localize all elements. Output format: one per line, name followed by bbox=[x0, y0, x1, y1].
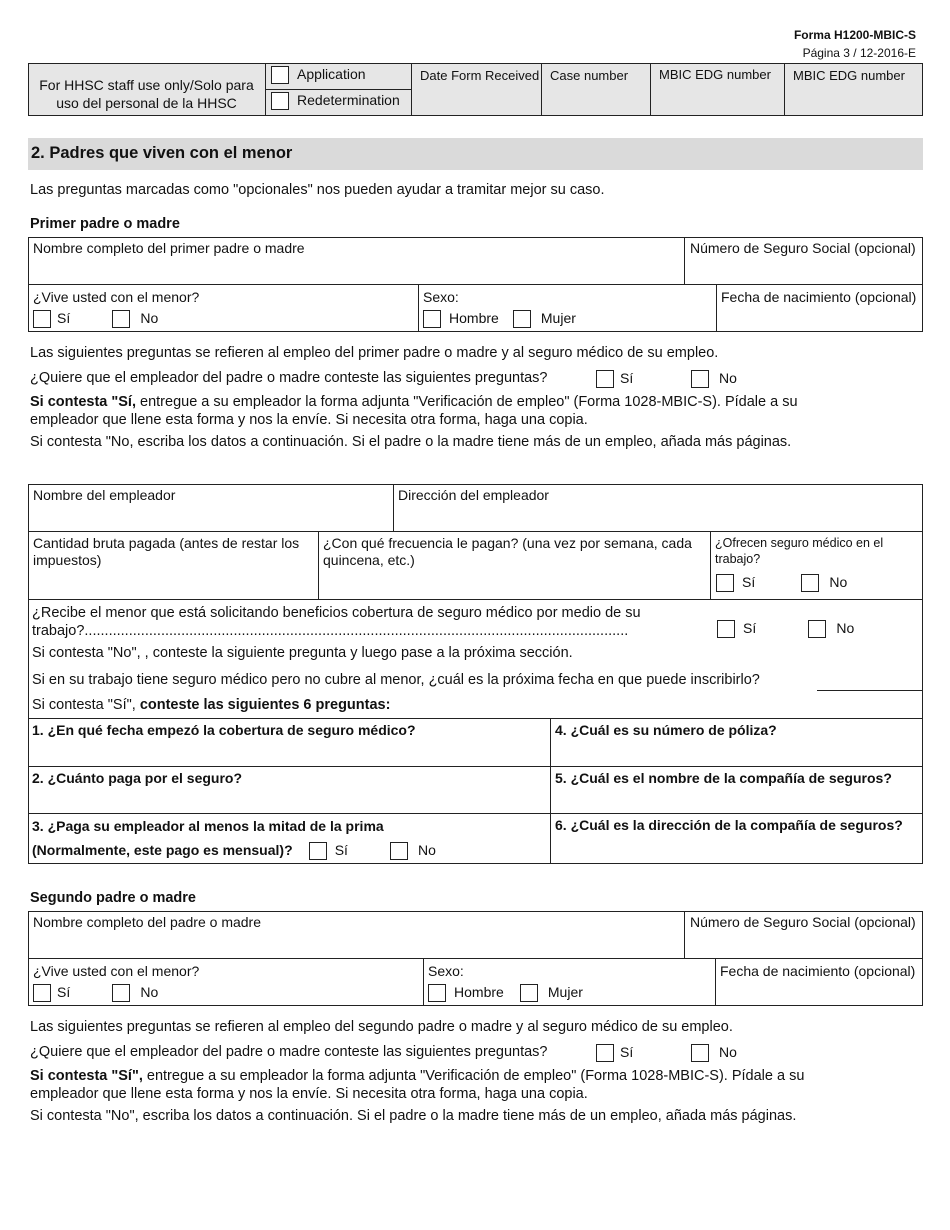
parent2-heading: Segundo padre o madre bbox=[30, 890, 196, 906]
parent1-sex-label: Sexo: bbox=[423, 289, 459, 305]
child-coverage-yes-checkbox[interactable] bbox=[717, 620, 735, 638]
edg-number-field-1[interactable]: MBIC EDG number bbox=[659, 67, 771, 82]
parent2-lives-with-label: ¿Vive usted con el menor? bbox=[33, 963, 200, 979]
yes-label: Sí bbox=[743, 620, 757, 636]
redetermination-checkbox-row[interactable] bbox=[271, 92, 400, 110]
parent2-if-yes: Si contesta "Sí", entregue a su empleador la forma adjunta "Verificación de empleo" (Forma 1028-MBIC-S). Pídale a su bbox=[30, 1068, 805, 1084]
yes-label: Sí bbox=[620, 1044, 634, 1060]
q3-label: 3. ¿Paga su empleador al menos la mitad de la prima bbox=[32, 818, 384, 834]
parent2-employer-question: ¿Quiere que el empleador del padre o madre conteste las siguientes preguntas? bbox=[30, 1044, 548, 1060]
child-coverage-no-checkbox[interactable] bbox=[808, 620, 826, 638]
parent1-employer-yes-checkbox[interactable] bbox=[596, 370, 614, 388]
no-label: No bbox=[140, 310, 159, 326]
parent1-employment-intro: Las siguientes preguntas se refieren al empleo del primer padre o madre y al seguro médico de su empleo. bbox=[30, 345, 719, 361]
female-label: Mujer bbox=[547, 984, 583, 1000]
gross-pay-field[interactable]: Cantidad bruta pagada (antes de restar los impuestos) bbox=[33, 535, 300, 568]
parent2-employer-no-checkbox[interactable] bbox=[691, 1044, 709, 1062]
q4-field[interactable]: 4. ¿Cuál es su número de póliza? bbox=[555, 722, 777, 738]
parent2-dob-field[interactable]: Fecha de nacimiento (opcional) bbox=[720, 963, 916, 979]
parent1-lives-with-label: ¿Vive usted con el menor? bbox=[33, 289, 200, 305]
yes-label: Sí bbox=[620, 370, 634, 386]
parent2-if-no: Si contesta "No", escriba los datos a continuación. Si el padre o la madre tiene más de un empleo, añada más páginas. bbox=[30, 1108, 797, 1124]
application-label: Application bbox=[297, 66, 366, 82]
child-coverage-question: ¿Recibe el menor que está solicitando beneficios cobertura de seguro médico por medio de su trabajo?....................................................................................................................................... bbox=[32, 605, 641, 639]
parent1-heading: Primer padre o madre bbox=[30, 216, 180, 232]
no-label: No bbox=[829, 574, 848, 590]
male-label: Hombre bbox=[449, 310, 499, 326]
parent2-if-yes-line2: empleador que llene esta forma y nos la envíe. Si necesita otra forma, haga una copia. bbox=[30, 1086, 588, 1102]
if-no-note: Si contesta "No", , conteste la siguiente pregunta y luego pase a la próxima sección. bbox=[32, 645, 573, 661]
parent2-full-name-field[interactable]: Nombre completo del padre o madre bbox=[33, 914, 262, 930]
section-intro: Las preguntas marcadas como "opcionales" nos pueden ayudar a tramitar mejor su caso. bbox=[30, 182, 605, 198]
redetermination-checkbox[interactable] bbox=[271, 92, 289, 110]
edg-number-field-2[interactable]: MBIC EDG number bbox=[793, 68, 905, 83]
form-id: Forma H1200-MBIC-S bbox=[793, 28, 916, 42]
employer-address-field[interactable]: Dirección del empleador bbox=[398, 487, 549, 503]
pay-frequency-field[interactable]: ¿Con qué frecuencia le pagan? (una vez por semana, cada quincena, etc.) bbox=[323, 535, 692, 568]
parent1-if-yes: Si contesta "Sí, entregue a su empleador la forma adjunta "Verificación de empleo" (Forma 1028-MBIC-S). Pídale a su bbox=[30, 394, 798, 410]
insurance-offered-label: ¿Ofrecen seguro médico en el trabajo? bbox=[715, 536, 884, 566]
parent1-employer-question: ¿Quiere que el empleador del padre o madre conteste las siguientes preguntas? bbox=[30, 370, 548, 386]
no-label: No bbox=[836, 620, 855, 636]
q6-field[interactable]: 6. ¿Cuál es la dirección de la compañía de seguros? bbox=[555, 817, 903, 833]
staff-label: For HHSC staff use only/Solo para uso del personal de la HHSC bbox=[39, 77, 254, 111]
next-enroll-answer-line[interactable] bbox=[817, 690, 922, 691]
q3-label-line2: (Normalmente, este pago es mensual)? bbox=[32, 842, 293, 858]
parent2-employment-intro: Las siguientes preguntas se refieren al empleo del segundo padre o madre y al seguro médico de su empleo. bbox=[30, 1019, 733, 1035]
parent2-male-checkbox[interactable] bbox=[428, 984, 446, 1002]
q1-field[interactable]: 1. ¿En qué fecha empezó la cobertura de seguro médico? bbox=[32, 722, 416, 738]
yes-label: Sí bbox=[742, 574, 756, 590]
parent1-if-no: Si contesta "No, escriba los datos a continuación. Si el padre o la madre tiene más de un empleo, añada más páginas. bbox=[30, 434, 792, 450]
yes-label: Sí bbox=[57, 310, 71, 326]
parent1-lives-yes-checkbox[interactable] bbox=[33, 310, 51, 328]
yes-label: Sí bbox=[57, 984, 71, 1000]
application-checkbox[interactable] bbox=[271, 66, 289, 84]
if-yes-note: Si contesta "Sí", conteste las siguientes 6 preguntas: bbox=[32, 697, 391, 713]
no-label: No bbox=[140, 984, 159, 1000]
parent1-employer-no-checkbox[interactable] bbox=[691, 370, 709, 388]
parent1-ssn-field[interactable]: Número de Seguro Social (opcional) bbox=[690, 240, 916, 256]
male-label: Hombre bbox=[454, 984, 504, 1000]
q2-field[interactable]: 2. ¿Cuánto paga por el seguro? bbox=[32, 770, 243, 786]
redetermination-label: Redetermination bbox=[297, 92, 400, 108]
parent2-sex-label: Sexo: bbox=[428, 963, 464, 979]
parent2-lives-no-checkbox[interactable] bbox=[112, 984, 130, 1002]
parent2-female-checkbox[interactable] bbox=[520, 984, 538, 1002]
section-title: 2. Padres que viven con el menor bbox=[28, 138, 923, 170]
page-info: Página 3 / 12-2016-E bbox=[802, 46, 916, 60]
insurance-offered-no-checkbox[interactable] bbox=[801, 574, 819, 592]
parent2-lives-yes-checkbox[interactable] bbox=[33, 984, 51, 1002]
no-label: No bbox=[719, 370, 737, 386]
no-label: No bbox=[418, 842, 436, 858]
female-label: Mujer bbox=[540, 310, 576, 326]
yes-label: Sí bbox=[334, 842, 348, 858]
parent2-employer-yes-checkbox[interactable] bbox=[596, 1044, 614, 1062]
date-received-field[interactable]: Date Form Received bbox=[420, 68, 540, 83]
application-checkbox-row[interactable] bbox=[271, 66, 366, 84]
q3-yes-checkbox[interactable] bbox=[309, 842, 327, 860]
parent1-male-checkbox[interactable] bbox=[423, 310, 441, 328]
parent2-ssn-field[interactable]: Número de Seguro Social (opcional) bbox=[690, 914, 916, 930]
no-label: No bbox=[719, 1044, 737, 1060]
parent1-full-name-field[interactable]: Nombre completo del primer padre o madre bbox=[33, 240, 305, 256]
next-enroll-question: Si en su trabajo tiene seguro médico pero no cubre al menor, ¿cuál es la próxima fecha en que puede inscribirlo? bbox=[32, 672, 760, 688]
parent1-if-yes-line2: empleador que llene esta forma y nos la envíe. Si necesita otra forma, haga una copia. bbox=[30, 412, 588, 428]
insurance-offered-yes-checkbox[interactable] bbox=[716, 574, 734, 592]
employer-name-field[interactable]: Nombre del empleador bbox=[33, 487, 176, 503]
case-number-field[interactable]: Case number bbox=[550, 68, 629, 83]
parent1-lives-no-checkbox[interactable] bbox=[112, 310, 130, 328]
parent1-female-checkbox[interactable] bbox=[513, 310, 531, 328]
q3-no-checkbox[interactable] bbox=[390, 842, 408, 860]
parent1-dob-field[interactable]: Fecha de nacimiento (opcional) bbox=[721, 289, 917, 305]
q5-field[interactable]: 5. ¿Cuál es el nombre de la compañía de seguros? bbox=[555, 770, 892, 786]
